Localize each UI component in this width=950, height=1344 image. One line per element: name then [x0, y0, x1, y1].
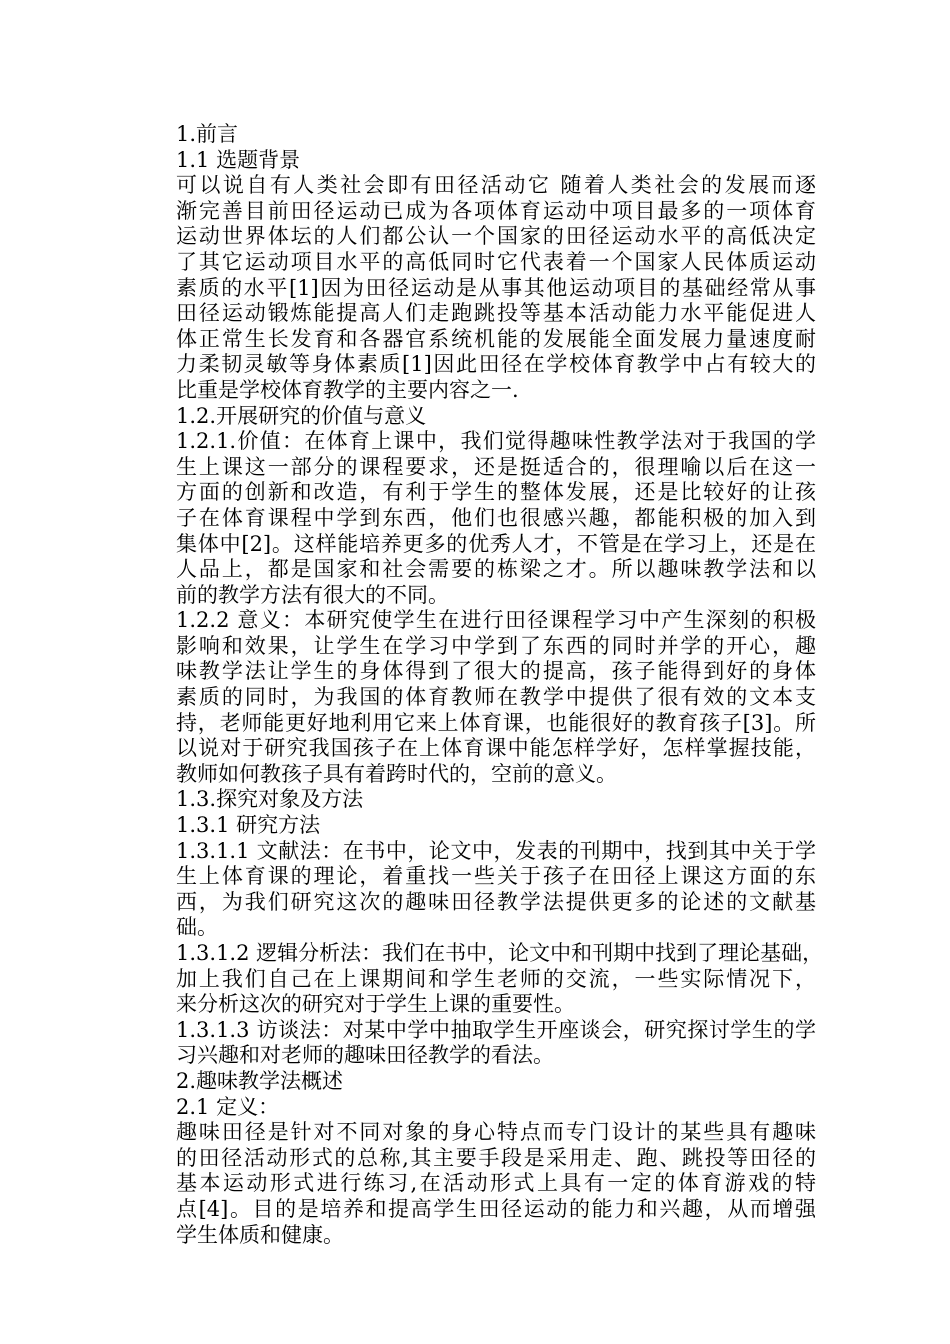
- text-line: 1.2.1.价值：在体育上课中，我们觉得趣味性教学法对于我国的学: [176, 429, 816, 454]
- heading-definition: 2.1 定义：: [176, 1094, 280, 1119]
- paragraph-interview-method: [176, 1018, 816, 1069]
- text-line: 运动世界体坛的人们都公认一个国家的田径运动水平的高低决定: [176, 224, 816, 249]
- text-line: 比重是学校体育教学的主要内容之一.: [176, 377, 519, 402]
- text-line: 素质的同时，为我国的体育教师在教学中提供了很有效的文本支: [176, 685, 816, 710]
- text-line: 持，老师能更好地利用它来上体育课，也能很好的教育孩子[3]。所: [176, 710, 816, 735]
- text-line: 体正常生长发育和各器官系统机能的发展能全面发展力量速度耐: [176, 326, 816, 351]
- text-line: 力柔韧灵敏等身体素质[1]因此田径在学校体育教学中占有较大的: [176, 352, 816, 377]
- paragraph-literature-method: [176, 839, 816, 941]
- text-line: 1.2.2 意义：本研究使学生在进行田径课程学习中产生深刻的积极: [176, 608, 816, 633]
- text-line: 以说对于研究我国孩子在上体育课中能怎样学好，怎样掌握技能，: [176, 736, 816, 761]
- text-line: 点[4]。目的是培养和提高学生田径运动的能力和兴趣，从而增强: [176, 1196, 816, 1221]
- heading-objects-methods: 1.3.探究对象及方法: [176, 787, 364, 812]
- text-line: 了其它运动项目水平的高低同时它代表着一个国家人民体质运动: [176, 249, 816, 274]
- text-line: 味教学法让学生的身体得到了很大的提高，孩子能得到好的身体: [176, 659, 816, 684]
- text-line: 可以说自有人类社会即有田径活动它 随着人类社会的发展而逐: [176, 173, 816, 198]
- text-line: 1.3.1.2 逻辑分析法：我们在书中，论文中和刊期中找到了理论基础，: [176, 941, 824, 965]
- heading-research-methods: 1.3.1 研究方法: [176, 813, 321, 838]
- text-line: 习兴趣和对老师的趣味田径教学的看法。: [176, 1043, 554, 1068]
- text-line: 基本运动形式进行练习,在活动形式上具有一定的体育游戏的特: [176, 1171, 816, 1196]
- text-line: 的田径活动形式的总称,其主要手段是采用走、跑、跳投等田径的: [176, 1145, 816, 1170]
- text-line: 素质的水平[1]因为田径运动是从事其他运动项目的基础经常从事: [176, 275, 816, 300]
- paragraph-logical-analysis: [176, 941, 824, 1018]
- paragraph-background: [176, 173, 816, 403]
- document-body: [176, 122, 824, 1248]
- text-line: 前的教学方法有很大的不同。: [176, 582, 449, 607]
- text-line: 础。: [176, 915, 218, 940]
- text-line: 集体中[2]。这样能培养更多的优秀人才，不管是在学习上，还是在: [176, 531, 816, 556]
- text-line: 加上我们自己在上课期间和学生老师的交流，一些实际情况下，: [176, 966, 816, 991]
- text-line: 生上体育课的理论，着重找一些关于孩子在田径上课这方面的东: [176, 864, 816, 889]
- text-line: 田径运动锻炼能提高人们走跑跳投等基本活动能力水平能促进人: [176, 301, 816, 326]
- text-line: 子在体育课程中学到东西，他们也很感兴趣，都能积极的加入到: [176, 505, 816, 530]
- text-line: 西，为我们研究这次的趣味田径教学法提供更多的论述的文献基: [176, 889, 816, 914]
- paragraph-definition: [176, 1120, 816, 1248]
- text-line: 生上课这一部分的课程要求，还是挺适合的，很理喻以后在这一: [176, 454, 816, 479]
- heading-value-significance: 1.2.开展研究的价值与意义: [176, 403, 427, 428]
- heading-preface: 1.前言: [176, 122, 239, 146]
- text-line: 1.3.1.1 文献法：在书中，论文中，发表的刊期中，找到其中关于学: [176, 838, 816, 863]
- paragraph-significance: [176, 608, 816, 787]
- heading-overview: 2.趣味教学法概述: [176, 1068, 344, 1093]
- text-line: 教师如何教孩子具有着跨时代的，空前的意义。: [176, 761, 617, 786]
- text-line: 方面的创新和改造，有利于学生的整体发展，还是比较好的让孩: [176, 480, 816, 505]
- text-line: 渐完善目前田径运动已成为各项体育运动中项目最多的一项体育: [176, 198, 816, 223]
- paragraph-value: [176, 429, 816, 608]
- text-line: 人品上，都是国家和社会需要的栋梁之才。所以趣味教学法和以: [176, 557, 816, 582]
- text-line: 学生体质和健康。: [176, 1222, 344, 1247]
- text-line: 来分析这次的研究对于学生上课的重要性。: [176, 992, 575, 1017]
- text-line: 趣味田径是针对不同对象的身心特点而专门设计的某些具有趣味: [176, 1120, 816, 1145]
- text-line: 1.3.1.3 访谈法：对某中学中抽取学生开座谈会，研究探讨学生的学: [176, 1017, 816, 1042]
- text-line: 影响和效果，让学生在学习中学到了东西的同时并学的开心，趣: [176, 633, 816, 658]
- heading-topic-background: 1.1 选题背景: [176, 147, 301, 172]
